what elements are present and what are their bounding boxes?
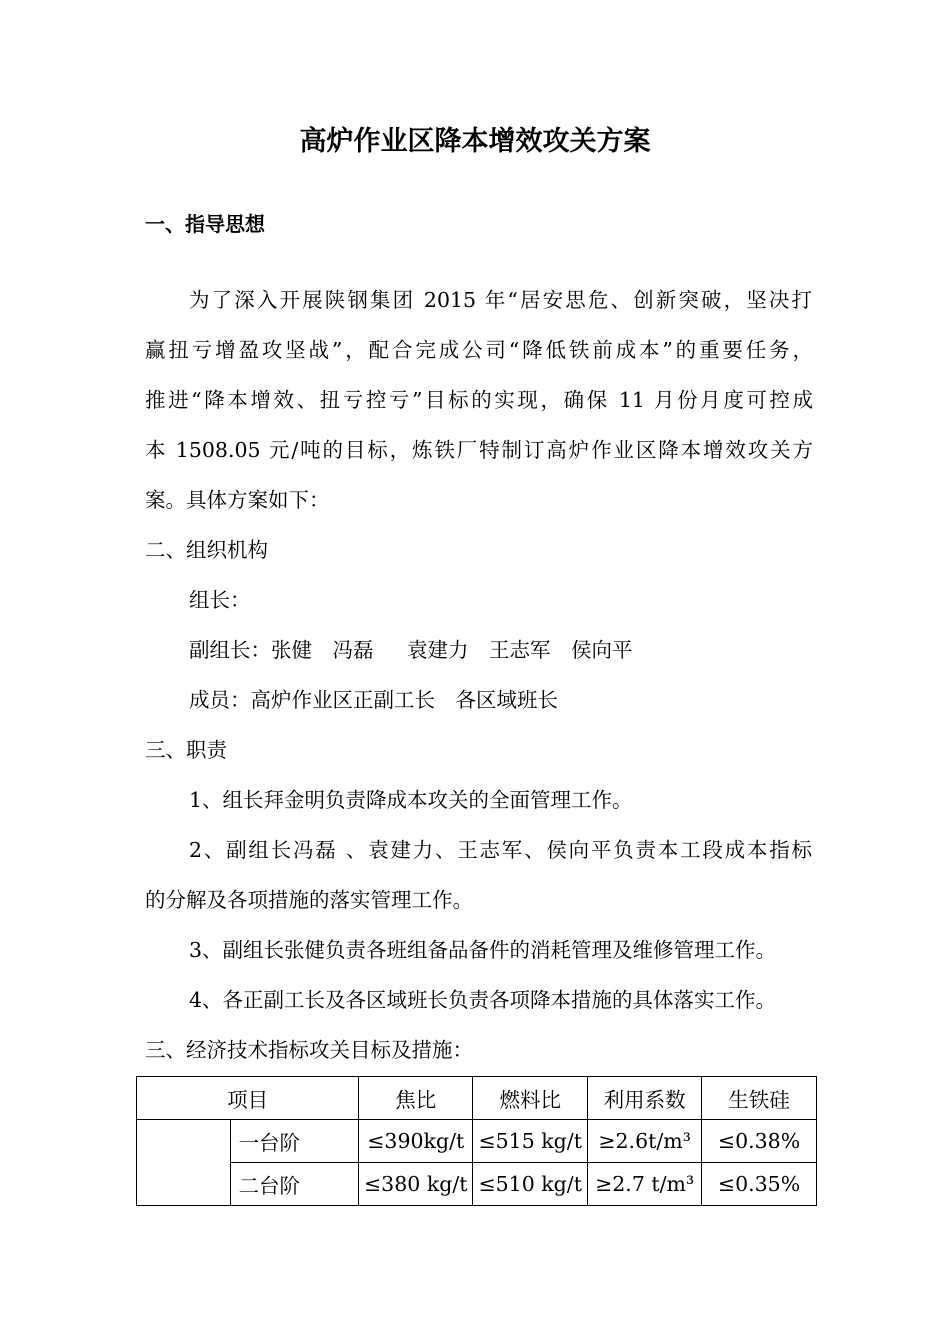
document-title: 高炉作业区降本增效攻关方案	[299, 126, 651, 157]
duty-item: 3、副组长张健负责各班组备品备件的消耗管理及维修管理工作。	[189, 938, 777, 962]
duty-item-continued: 的分解及各项措施的落实管理工作。	[145, 888, 473, 912]
paragraph-line: 推进“降本增效、扭亏控亏”目标的实现，确保 11 月份月度可控成	[145, 388, 813, 412]
table-cell: ≤0.38%	[702, 1120, 817, 1163]
table-header-row	[137, 1077, 817, 1120]
section-heading-targets: 三、经济技术指标攻关目标及措施：	[145, 1038, 473, 1062]
table-header-cell: 项目	[137, 1077, 359, 1120]
targets-table	[136, 1076, 817, 1206]
duty-item: 4、各正副工长及各区域班长负责各项降本措施的具体落实工作。	[189, 988, 777, 1012]
table-cell: 二台阶	[230, 1163, 359, 1206]
deputy-leaders: 副组长：张健 冯磊 袁建力 王志军 侯向平	[189, 638, 633, 662]
table-row	[137, 1163, 817, 1206]
table-cell: ≤515 kg/t	[473, 1120, 588, 1163]
members: 成员：高炉作业区正副工长 各区域班长	[189, 688, 558, 712]
table-header-cell: 生铁硅	[702, 1077, 817, 1120]
paragraph-line: 赢扭亏增盈攻坚战”，配合完成公司“降低铁前成本”的重要任务，	[145, 338, 813, 362]
duty-item: 2、副组长冯磊 、袁建力、王志军、侯向平负责本工段成本指标	[189, 838, 812, 862]
table-header-cell: 焦比	[359, 1077, 473, 1120]
table-merged-cell	[137, 1120, 231, 1206]
table-cell: ≤0.35%	[702, 1163, 817, 1206]
group-leader: 组长：	[189, 588, 251, 612]
table-cell: 一台阶	[230, 1120, 359, 1163]
section-heading-guiding-thought: 一、指导思想	[145, 212, 265, 236]
paragraph-line: 为了深入开展陕钢集团 2015 年“居安思危、创新突破，坚决打	[189, 288, 812, 312]
table-header-cell: 利用系数	[588, 1077, 702, 1120]
table-header-cell: 燃料比	[473, 1077, 588, 1120]
table-cell: ≥2.7 t/m³	[588, 1163, 702, 1206]
paragraph-line: 案。具体方案如下：	[145, 488, 330, 512]
paragraph-line: 本 1508.05 元/吨的目标，炼铁厂特制订高炉作业区降本增效攻关方	[145, 438, 813, 462]
section-heading-duties: 三、职责	[145, 738, 227, 762]
table-cell: ≥2.6t/m³	[588, 1120, 702, 1163]
section-heading-organization: 二、组织机构	[145, 538, 268, 562]
table-row	[137, 1120, 817, 1163]
table-cell: ≤380 kg/t	[359, 1163, 473, 1206]
duty-item: 1、组长拜金明负责降成本攻关的全面管理工作。	[189, 788, 633, 812]
table-cell: ≤390kg/t	[359, 1120, 473, 1163]
table-cell: ≤510 kg/t	[473, 1163, 588, 1206]
